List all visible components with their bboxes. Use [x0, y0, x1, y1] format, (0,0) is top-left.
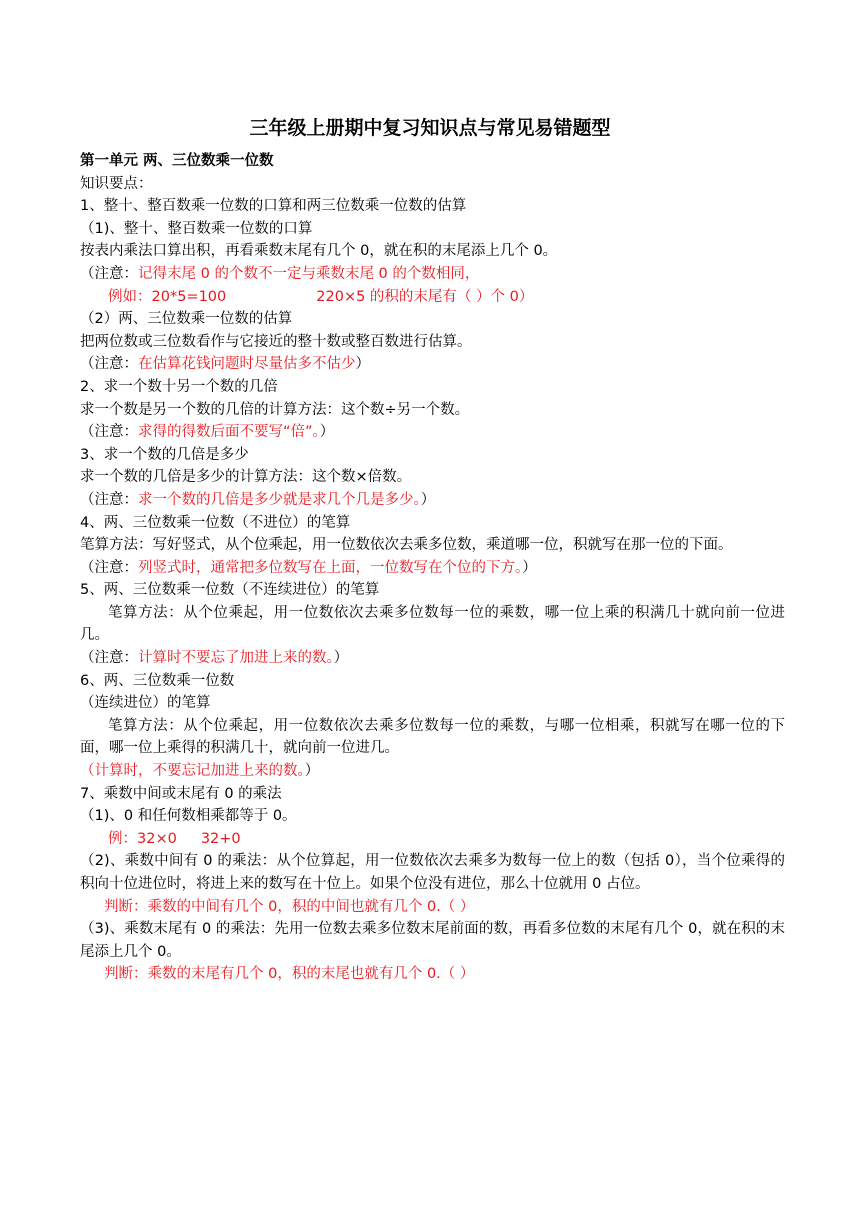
note-red-text: （计算时，不要忘记加进上来的数。 — [80, 763, 305, 780]
section-4-body: 笔算方法：写好竖式，从个位乘起，用一位数依次去乘多位数，乘道哪一位，积就写在那一位的下面。 — [80, 537, 733, 554]
points-label: 知识要点： — [80, 175, 153, 192]
section-7-heading: 7、乘数中间或末尾有 0 的乘法 — [80, 785, 282, 802]
section-5-heading: 5、两、三位数乘一位数（不连续进位）的笔算 — [80, 582, 380, 599]
example-b: 32+0 — [200, 830, 241, 847]
section-4-note — [80, 557, 785, 580]
section-2-note — [80, 421, 785, 444]
note-prefix: （注意： — [80, 491, 138, 508]
unit-heading: 第一单元 两、三位数乘一位数 — [80, 153, 274, 169]
note-prefix: （注意： — [80, 356, 138, 373]
section-7-sub-3: （3)、乘数末尾有 0 的乘法：先用一位数去乘多位数末尾前面的数，再看多位数的末尾有几个 0，就在积的末尾添上几个 0。 — [80, 921, 785, 960]
section-7-sub-1: （1)、0 和任何数相乘都等于 0。 — [80, 808, 297, 825]
example-b: 220×5 的积的末尾有（ ）个 0） — [316, 288, 534, 305]
section-6-heading: 6、两、三位数乘一位数 — [80, 672, 235, 689]
section-4-heading: 4、两、三位数乘一位数（不进位）的笔算 — [80, 514, 351, 531]
note-red-text: 在估算花钱问题时尽量估多不估少 — [138, 356, 356, 373]
section-6-body: 笔算方法：从个位乘起，用一位数依次去乘多位数每一位的乘数，与哪一位相乘，积就写在哪一位的下面，哪一位上乘得的积满几十，就向前一位进几。 — [80, 717, 785, 757]
section-5-note — [80, 647, 785, 670]
section-5-body: 笔算方法：从个位乘起，用一位数依次去乘多位数每一位的乘数，哪一位上乘的积满几十就向前一位进几。 — [80, 604, 785, 644]
note-suffix: ） — [304, 763, 320, 780]
section-1-sub-1: （1)、整十、整百数乘一位数的口算 — [80, 220, 313, 237]
section-1-sub-2: （2）两、三位数乘一位数的估算 — [80, 311, 293, 328]
section-1-heading: 1、整十、整百数乘一位数的口算和两三位数乘一位数的估算 — [80, 198, 467, 215]
note-prefix: （注意： — [80, 265, 138, 282]
example-a: 例如：20*5=100 — [108, 288, 227, 305]
section-6-heading-2: （连续进位）的笔算 — [80, 695, 211, 712]
section-3-heading: 3、求一个数的几倍是多少 — [80, 446, 249, 463]
note-prefix: （注意： — [80, 424, 138, 441]
section-7-sub-2: （2)、乘数中间有 0 的乘法：从个位算起，用一位数依次去乘多为数每一位上的数（包括 0），当个位乘得的积向十位进位时，将进上来的数写在十位上。如果个位没有进位，那么十位就用 0 占位。 — [80, 853, 785, 892]
section-7-judge-2: 判断：乘数的末尾有几个 0，积的末尾也就有几个 0.（ ） — [104, 966, 475, 983]
section-1-body-1: 按表内乘法口算出积，再看乘数末尾有几个 0，就在积的末尾添上几个 0。 — [80, 243, 558, 260]
section-3-body: 求一个数的几倍是多少的计算方法：这个数×倍数。 — [80, 469, 412, 486]
example-a: 例：32×0 — [108, 830, 177, 847]
section-6-note — [80, 760, 785, 783]
page-title: 三年级上册期中复习知识点与常见易错题型 — [249, 117, 611, 139]
note-prefix: （注意： — [80, 559, 138, 576]
section-7-judge-1: 判断：乘数的中间有几个 0，积的中间也就有几个 0.（ ） — [104, 898, 475, 915]
note-suffix: ） — [319, 424, 335, 441]
section-1-body-2: 把两位数或三位数看作与它接近的整十数或整百数进行估算。 — [80, 333, 472, 350]
document-body — [80, 150, 785, 986]
section-3-note — [80, 489, 785, 512]
section-2-heading: 2、求一个数十另一个数的几倍 — [80, 378, 278, 395]
section-1-note-1 — [80, 263, 785, 286]
note-red-text: 求一个数的几倍是多少就是求几个几是多少。 — [138, 491, 421, 508]
note-red-text: 求得的得数后面不要写“倍”。 — [138, 424, 320, 441]
note-suffix: ） — [522, 559, 537, 576]
section-7-example — [80, 828, 785, 851]
section-1-example — [80, 286, 785, 309]
note-red-text: 列竖式时，通常把多位数写在上面，一位数写在个位的下方。 — [138, 559, 523, 576]
note-red-text: 记得末尾 0 的个数不一定与乘数末尾 0 的个数相同， — [138, 265, 480, 282]
section-1-note-2 — [80, 353, 785, 376]
note-red-text: 计算时不要忘了加进上来的数。 — [138, 650, 334, 667]
note-suffix: ） — [420, 491, 436, 508]
section-2-body: 求一个数是另一个数的几倍的计算方法：这个数÷另一个数。 — [80, 401, 470, 418]
note-suffix: ） — [333, 650, 349, 667]
note-suffix: ） — [355, 356, 370, 373]
note-prefix: （注意： — [80, 650, 138, 667]
